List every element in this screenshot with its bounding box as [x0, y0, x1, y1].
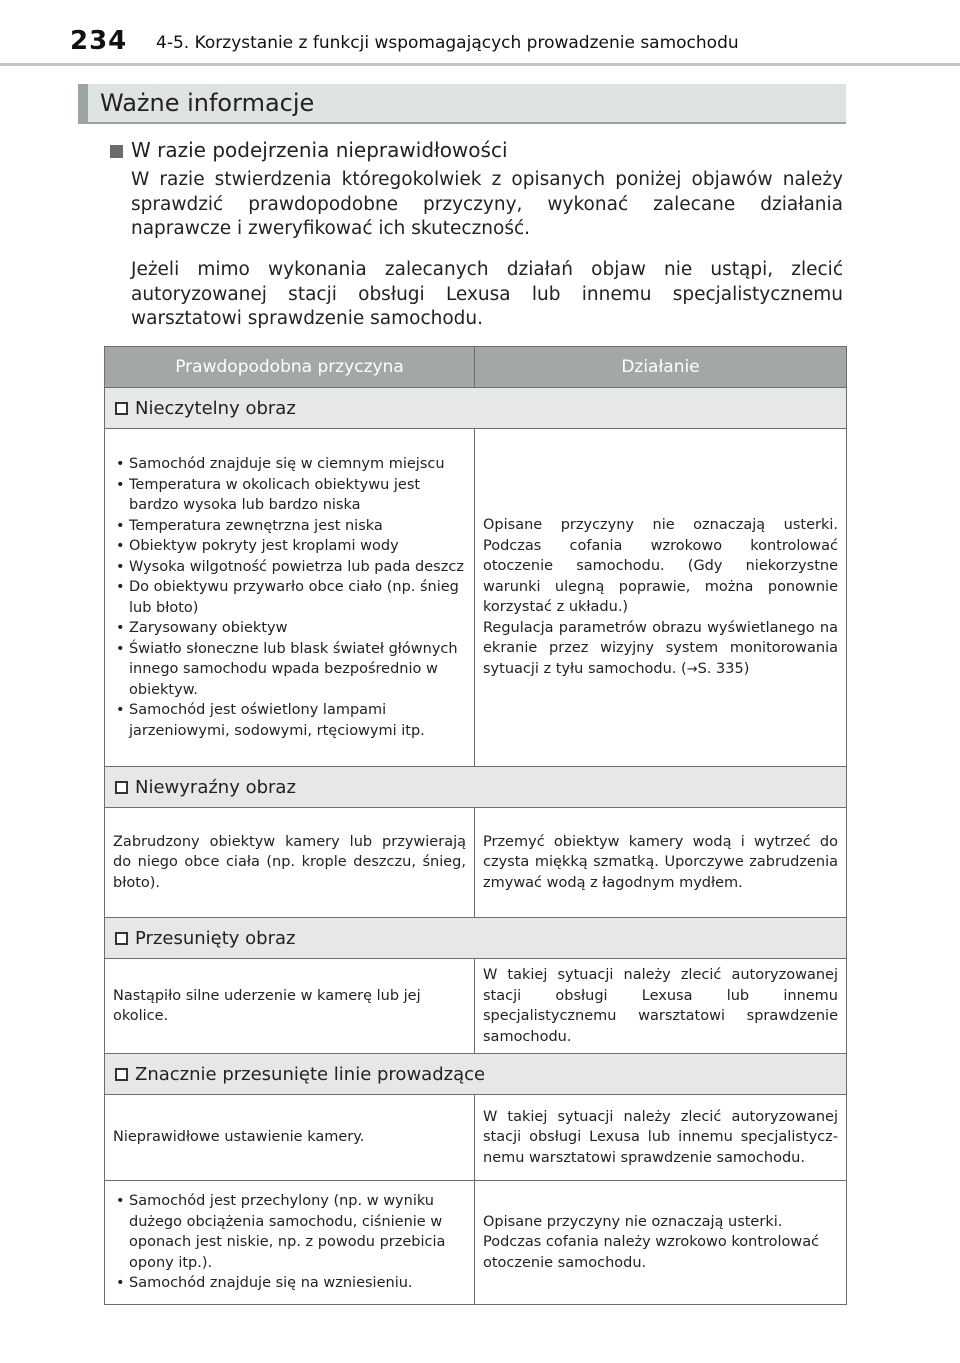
- action-extra-text: Regulacja parametrów obrazu wyświetlanego na ekranie przez wizyjny system monitorowania sytuacji z tyłu samochodu. (: [483, 619, 838, 677]
- category-cell: [105, 1054, 847, 1095]
- list-item: • Temperatura w okolicach obiektywu jest bardzo wysoka lub bardzo niska: [113, 475, 466, 516]
- action-cell: Opisane przyczyny nie oznaczają usterki. Podczas cofania należy wzrokowo kontrolować otoczenie samochodu.: [475, 1181, 847, 1305]
- table-row: [105, 1095, 847, 1181]
- list-item: • Do obiektywu przywarło obce ciało (np. śnieg lub błoto): [113, 577, 466, 618]
- section-title: Ważne informacje: [100, 89, 315, 117]
- category-title: Przesunięty obraz: [135, 927, 296, 949]
- category-title: Niewyraźny obraz: [135, 776, 296, 798]
- cause-cell: Nastąpiło silne uderzenie w kamerę lub jej okolice.: [105, 959, 475, 1054]
- header-cause: Prawdopodobna przyczyna: [105, 347, 475, 388]
- checkbox-icon: [115, 781, 128, 794]
- header-rule: [0, 63, 960, 66]
- list-item: • Samochód znajduje się na wzniesieniu.: [113, 1273, 466, 1294]
- action-cell: W takiej sytuacji należy zlecić autoryzowanej stacji obsługi Lexusa lub innemu specjalistycznemu warsztatowi sprawdzenie samochodu.: [475, 1095, 847, 1181]
- list-item: • Wysoka wilgotność powietrza lub pada deszcz: [113, 557, 466, 578]
- page-number: 234: [70, 26, 128, 56]
- list-item: • Zarysowany obiektyw: [113, 618, 466, 639]
- table-header-row: [105, 347, 847, 388]
- section-banner: [78, 84, 846, 124]
- arrow-right-icon: →: [686, 661, 698, 677]
- action-cell: [475, 429, 847, 767]
- action-cell: W takiej sytuacji należy zlecić autoryzowanej stacji obsługi Lexusa lub innemu specjalistycznemu warsztatowi sprawdzenie samochodu.: [475, 959, 847, 1054]
- checkbox-icon: [115, 402, 128, 415]
- category-cell: [105, 388, 847, 429]
- checkbox-icon: [115, 1068, 128, 1081]
- checkbox-icon: [115, 932, 128, 945]
- cause-cell: [105, 1181, 475, 1305]
- subsection-title: W razie podejrzenia nieprawidłowości: [131, 138, 508, 162]
- list-item: • Samochód jest oświetlony lampami jarzeniowymi, sodowymi, rtęciowymi itp.: [113, 700, 466, 741]
- list-item: • Samochód znajduje się w ciemnym miejscu: [113, 454, 466, 475]
- chapter-title: 4-5. Korzystanie z funkcji wspomagających prowadzenie samochodu: [156, 33, 739, 53]
- cause-list: [113, 1191, 466, 1294]
- list-item: • Obiektyw pokryty jest kroplami wody: [113, 536, 466, 557]
- diagnosis-table: [104, 346, 847, 1305]
- list-item: • Samochód jest przechylony (np. w wyniku dużego obciążenia samochodu, ciśnienie w oponach jest niskie, np. z powodu przebicia opony itp.).: [113, 1191, 466, 1273]
- intro-paragraph-1: W razie stwierdzenia któregokolwiek z opisanych poniżej objawów należy sprawdzić prawdopodobne przyczyny, wykonać zalecane działania naprawcze i zweryfikować ich skuteczność.: [131, 169, 843, 239]
- square-bullet-icon: [110, 145, 123, 158]
- list-item: • Światło słoneczne lub blask świateł głównych innego samochodu wpada bezpośrednio w obiektyw.: [113, 639, 466, 701]
- cause-cell: [105, 429, 475, 767]
- page-reference-link[interactable]: S. 335): [697, 660, 750, 677]
- table-row: [105, 808, 847, 918]
- section-accent: [78, 84, 88, 124]
- category-row: [105, 388, 847, 429]
- intro-paragraph-2: Jeżeli mimo wykonania zalecanych działań objaw nie ustąpi, zlecić autoryzowanej stacji obsługi Lexusa lub innemu specjalistycznemu warsztatowi sprawdzenie samochodu.: [131, 259, 843, 329]
- cause-cell: Zabrudzony obiektyw kamery lub przywierają do niego obce ciała (np. krople deszczu, śnieg, błoto).: [105, 808, 475, 918]
- section-underline: [78, 122, 846, 124]
- category-title: Nieczytelny obraz: [135, 397, 296, 419]
- page-header: [0, 0, 960, 70]
- list-item: • Temperatura zewnętrzna jest niska: [113, 516, 466, 537]
- category-row: [105, 1054, 847, 1095]
- action-text: Opisane przyczyny nie oznaczają usterki. Podczas cofania wzrokowo kontrolować otoczenie samochodu. (Gdy niekorzystne warunki ulegną poprawie, można ponownie korzystać z układu.): [483, 517, 838, 615]
- category-row: [105, 918, 847, 959]
- table-row: [105, 1181, 847, 1305]
- table-row: [105, 959, 847, 1054]
- header-action: Działanie: [475, 347, 847, 388]
- category-title: Znacznie przesunięte linie prowadzące: [135, 1063, 486, 1085]
- cause-cell: Nieprawidłowe ustawienie kamery.: [105, 1095, 475, 1181]
- category-cell: [105, 918, 847, 959]
- action-cell: Przemyć obiektyw kamery wodą i wytrzeć do czysta miękką szmatką. Uporczywe zabrudzenia zmywać wodą z łagodnym mydłem.: [475, 808, 847, 918]
- category-cell: [105, 767, 847, 808]
- cause-list: [113, 454, 466, 741]
- category-row: [105, 767, 847, 808]
- table-row: [105, 429, 847, 767]
